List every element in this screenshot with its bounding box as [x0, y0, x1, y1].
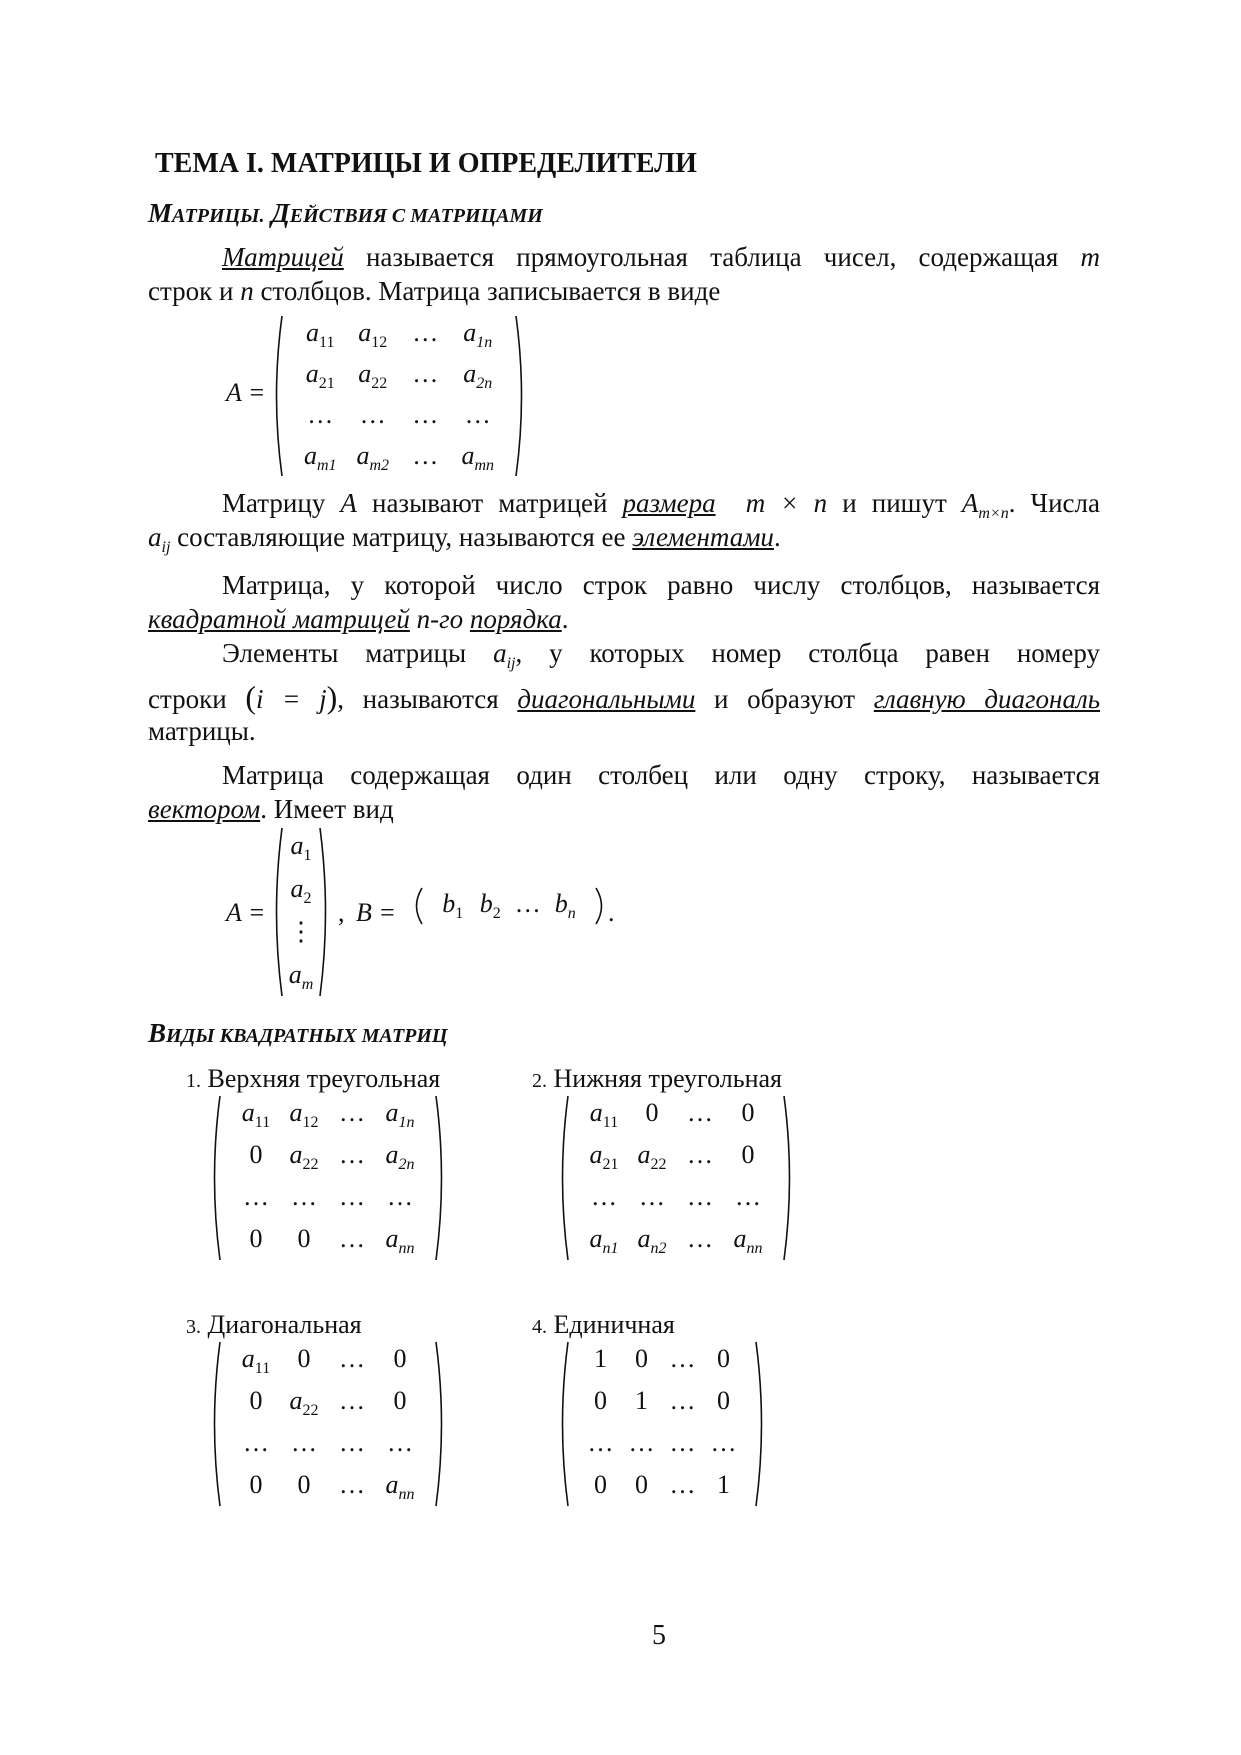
matrix-diagonal — [208, 1340, 448, 1508]
matrix-entry: … — [387, 1182, 413, 1211]
matrix-entry: … — [687, 1098, 713, 1127]
matrix-entry: … — [669, 1470, 696, 1499]
matrix-entry: $a_{n2}$ — [637, 1224, 667, 1257]
matrix-entry: 0 — [249, 1140, 263, 1169]
matrix-brackets — [556, 1340, 768, 1508]
matrix-a-lhs: A = — [226, 378, 266, 407]
matrix-entry: 1 — [717, 1470, 730, 1499]
vector-entry: $a_m$ — [288, 959, 314, 993]
matrix-entry: … — [628, 1428, 655, 1457]
matrix-entry: … — [291, 1428, 317, 1457]
matrix-entry: 0 — [635, 1344, 648, 1373]
matrix-entry: $a_{21}$ — [589, 1140, 619, 1173]
matrix-entry: $a_{22}$ — [289, 1140, 319, 1173]
left-paren — [215, 1096, 221, 1260]
matrix-entry: 0 — [594, 1386, 607, 1415]
right-paren — [784, 1096, 790, 1260]
matrix-entry: … — [339, 1386, 365, 1415]
matrix-entry: … — [339, 1098, 365, 1127]
matrix-entry: 0 — [741, 1140, 755, 1169]
matrix-lower-triangular — [556, 1094, 796, 1262]
paragraph-definition: Матрицей называется прямоугольная таблица чисел, содержащая m строк и n столбцов. Матрица записывается в виде — [148, 242, 1100, 306]
type-diagonal-label: 3. Диагональная — [186, 1310, 362, 1339]
vector-entry: $a_1$ — [290, 830, 312, 864]
matrix-entry: $a_{nn}$ — [733, 1224, 763, 1257]
matrix-a — [270, 314, 528, 478]
page-title: ТЕМА I. МАТРИЦЫ И ОПРЕДЕЛИТЕЛИ — [155, 148, 697, 179]
vector-entry: ⋮ — [288, 916, 314, 946]
matrix-entry: $a_{1n}$ — [385, 1098, 415, 1131]
paragraph-diagonal: Элементы матрицы $a_{ij}$, у которых номер столбца равен номеру строки (i = j), называются диагональными и образуют главную диагональ матрицы. — [148, 638, 1101, 746]
matrix-a-entry: $a_{12}$ — [358, 317, 388, 351]
matrix-a-entry: … — [359, 399, 386, 429]
matrix-entry: $a_{n1}$ — [589, 1224, 619, 1257]
left-paren — [277, 828, 283, 996]
matrix-entry: 0 — [297, 1344, 311, 1373]
paragraph-square: Матрица, у которой число строк равно числу столбцов, называется квадратной матрицей n-го порядка. — [148, 570, 1100, 634]
matrix-identity — [556, 1340, 768, 1508]
matrix-entry: … — [339, 1182, 365, 1211]
matrix-a-entry: … — [464, 399, 491, 429]
right-paren — [756, 1342, 762, 1506]
matrix-entry: 0 — [393, 1386, 407, 1415]
matrix-entry: 0 — [741, 1098, 755, 1127]
section-title-square-types: ВИДЫ КВАДРАТНЫХ МАТРИЦ — [148, 1018, 448, 1048]
matrix-entry: … — [339, 1224, 365, 1253]
matrix-entry: $a_{22}$ — [289, 1386, 319, 1419]
type-identity-label: 4. Единичная — [532, 1310, 675, 1339]
matrix-entry: … — [591, 1182, 617, 1211]
matrix-entry: $a_{nn}$ — [385, 1470, 415, 1503]
matrix-entry: … — [639, 1182, 665, 1211]
matrix-a-entry: … — [307, 399, 334, 429]
matrix-entry: … — [339, 1344, 365, 1373]
page-number: 5 — [652, 1620, 666, 1651]
matrix-a-entry: $a_{22}$ — [358, 358, 388, 392]
matrix-entry: 0 — [249, 1470, 263, 1499]
right-paren — [516, 316, 522, 476]
matrix-a-entry: $a_{mn}$ — [461, 440, 495, 474]
matrix-a-entry: $a_{21}$ — [305, 358, 335, 392]
matrix-entry: … — [387, 1428, 413, 1457]
matrix-entry: 1 — [635, 1386, 648, 1415]
right-paren — [596, 888, 602, 924]
vector-entry: $b_n$ — [554, 889, 576, 922]
left-paren — [215, 1342, 221, 1506]
matrix-entry: 0 — [594, 1470, 607, 1499]
type-lower-label: 2. Нижняя треугольная — [532, 1064, 782, 1093]
right-paren — [436, 1096, 442, 1260]
matrix-entry: 0 — [635, 1470, 648, 1499]
matrix-a-entry: $a_{m1}$ — [303, 440, 337, 474]
matrix-entry: … — [735, 1182, 761, 1211]
matrix-a-entry: $a_{11}$ — [306, 317, 335, 351]
matrix-entry: … — [291, 1182, 317, 1211]
left-paren — [563, 1096, 569, 1260]
matrix-entry: 0 — [297, 1470, 311, 1499]
left-paren — [563, 1342, 569, 1506]
matrix-entry: 0 — [249, 1386, 263, 1415]
matrix-a-entry: $a_{m2}$ — [356, 440, 390, 474]
paragraph-size: Матрицу A называют матрицей размера m × n и пишут $A_{m\times n}$. Числа $a_{ij}$ составляющие матрицу, называются ее элементами. — [148, 488, 1100, 556]
matrix-entry: $a_{12}$ — [289, 1098, 319, 1131]
matrix-entry: 1 — [594, 1344, 607, 1373]
matrix-entry: … — [687, 1140, 713, 1169]
matrix-entry: … — [669, 1428, 696, 1457]
matrix-entry: … — [339, 1428, 365, 1457]
vector-entry: $b_2$ — [479, 889, 501, 922]
matrix-a-entry: … — [412, 440, 439, 470]
right-paren — [436, 1342, 442, 1506]
matrix-entry: 0 — [393, 1344, 407, 1373]
left-paren — [417, 888, 423, 924]
matrix-entry: … — [243, 1182, 269, 1211]
matrix-a-entry: … — [412, 358, 439, 388]
matrix-entry: 0 — [717, 1386, 730, 1415]
matrix-upper-triangular — [208, 1094, 448, 1262]
column-vector — [270, 826, 332, 998]
matrix-a-entry: … — [412, 399, 439, 429]
matrix-entry: … — [669, 1386, 696, 1415]
matrix-entry: $a_{2n}$ — [385, 1140, 415, 1173]
row-vector — [410, 886, 608, 926]
vector-a-lhs: A = — [226, 898, 266, 927]
matrix-a-entry: … — [412, 317, 439, 347]
matrix-entry: $a_{nn}$ — [385, 1224, 415, 1257]
matrix-entry: … — [587, 1428, 614, 1457]
matrix-brackets — [410, 886, 608, 926]
matrix-a-entry: $a_{1n}$ — [463, 317, 493, 351]
matrix-entry: 0 — [249, 1224, 263, 1253]
type-upper-label: 1. Верхняя треугольная — [186, 1064, 441, 1093]
matrix-entry: $a_{11}$ — [589, 1098, 619, 1131]
left-paren — [277, 316, 283, 476]
matrix-entry: … — [687, 1224, 713, 1253]
matrix-entry: 0 — [645, 1098, 659, 1127]
matrix-entry: … — [339, 1470, 365, 1499]
matrix-entry: $a_{22}$ — [637, 1140, 667, 1173]
matrix-entry: … — [243, 1428, 269, 1457]
vector-entry: … — [514, 889, 541, 918]
matrix-entry: … — [710, 1428, 737, 1457]
matrix-entry: 0 — [717, 1344, 730, 1373]
matrix-entry: 0 — [297, 1224, 311, 1253]
matrix-entry: $a_{11}$ — [241, 1098, 271, 1131]
matrix-entry: $a_{11}$ — [241, 1344, 271, 1377]
matrix-entry: … — [339, 1140, 365, 1169]
matrix-entry: … — [687, 1182, 713, 1211]
vector-b-lhs: B = — [356, 898, 396, 927]
vector-entry: $b_1$ — [442, 889, 464, 922]
vector-comma: , — [338, 898, 345, 927]
matrix-a-entry: $a_{2n}$ — [463, 358, 493, 392]
paragraph-vector: Матрица содержащая один столбец или одну строку, называется вектором. Имеет вид — [148, 760, 1100, 824]
section-title-matrices: МАТРИЦЫ. ДЕЙСТВИЯ С МАТРИЦАМИ — [148, 198, 543, 228]
vector-entry: $a_2$ — [290, 873, 312, 907]
vector-end: . — [608, 898, 615, 927]
right-paren — [320, 828, 326, 996]
matrix-entry: … — [669, 1344, 696, 1373]
